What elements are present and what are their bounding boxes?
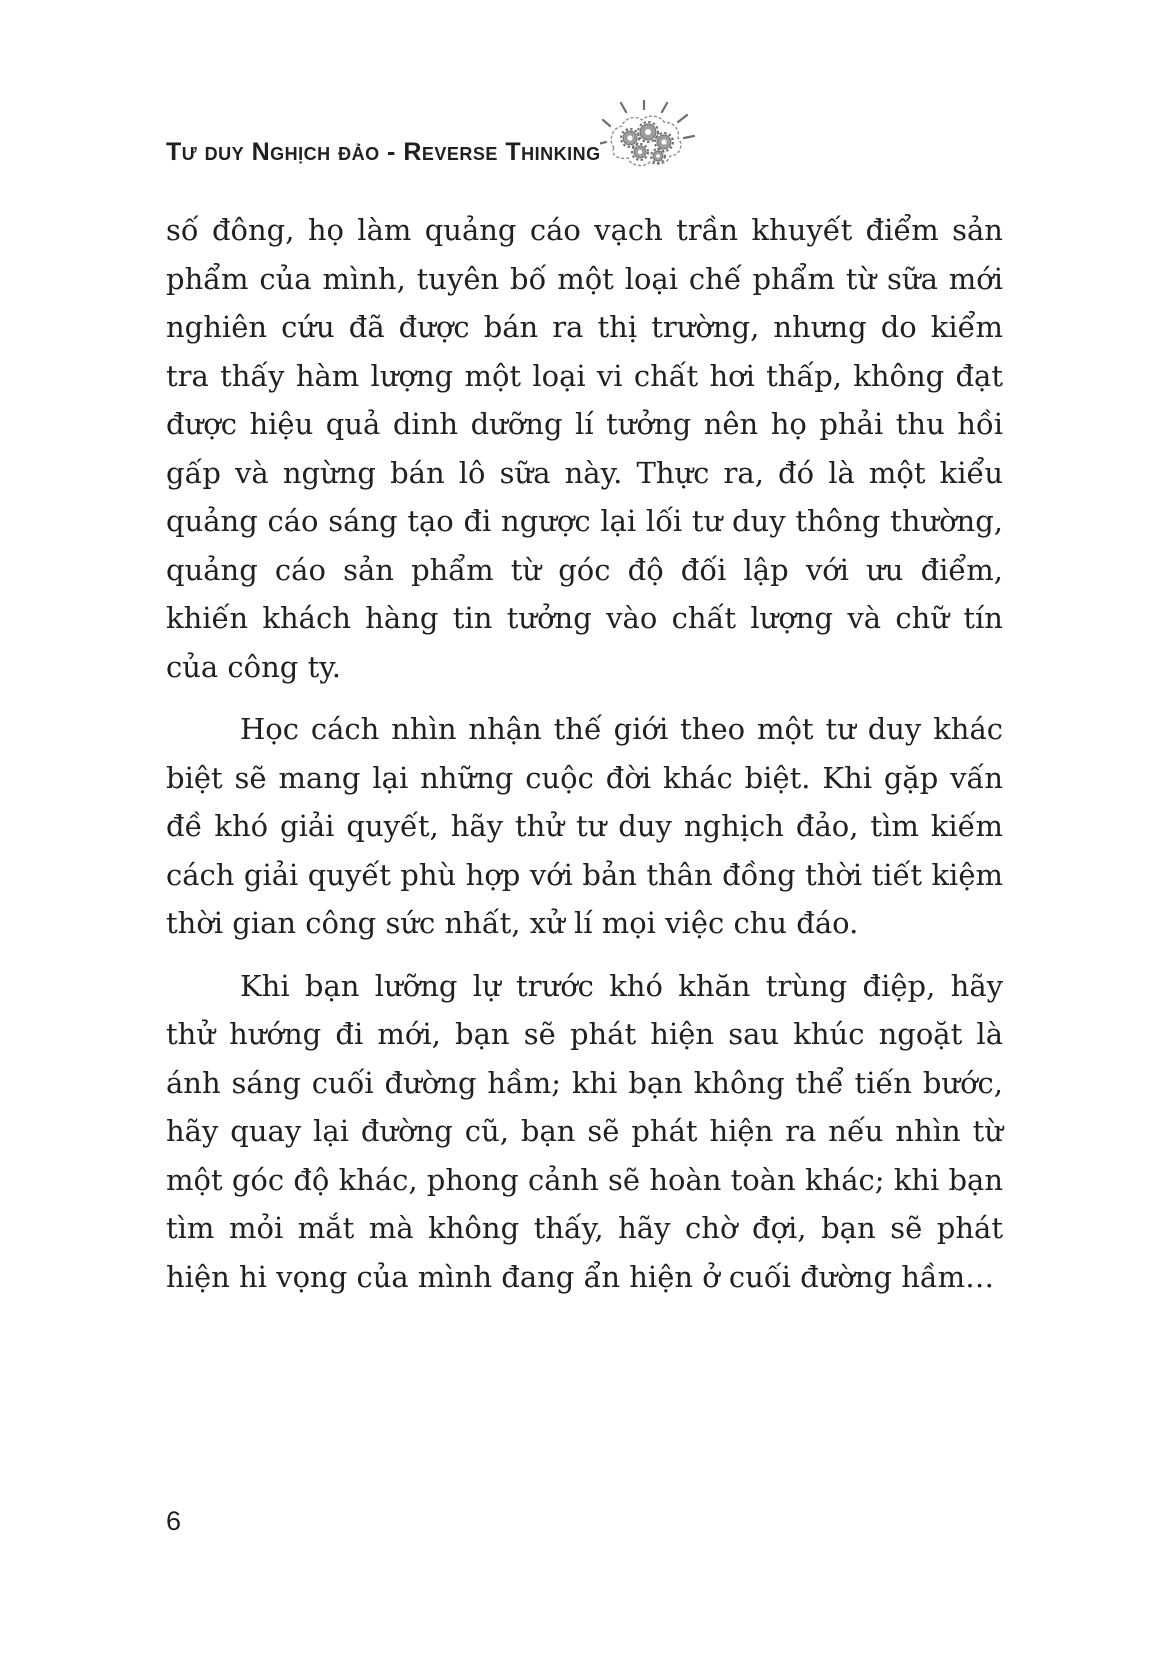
brain-gears-icon: [600, 100, 700, 180]
page-number: 6: [166, 1506, 182, 1536]
paragraph: Khi bạn lưỡng lự trước khó khăn trùng điệp, hãy thử hướng đi mới, bạn sẽ phát hiện sau khúc ngoặt là ánh sáng cuối đường hầm; khi bạn không thể tiến bước, hãy quay lại đường cũ, bạn sẽ phát hiện ra nếu nhìn từ một góc độ khác, phong cảnh sẽ hoàn toàn khác; khi bạn tìm mỏi mắt mà không thấy, hãy chờ đợi, bạn sẽ phát hiện hi vọng của mình đang ẩn hiện ở cuối đường hầm…: [166, 968, 1003, 1294]
paragraph: Học cách nhìn nhận thế giới theo một tư duy khác biệt sẽ mang lại những cuộc đời khác biệt. Khi gặp vấn đề khó giải quyết, hãy thử tư duy nghịch đảo, tìm kiếm cách giải quyết phù hợp với bản thân đồng thời tiết kiệm thời gian công sức nhất, xử lí mọi việc chu đáo.: [166, 712, 1003, 940]
running-header: Tư duy Nghịch đảo - Reverse Thinking: [166, 138, 601, 166]
paragraph: số đông, họ làm quảng cáo vạch trần khuyết điểm sản phẩm của mình, tuyên bố một loại chế phẩm từ sữa mới nghiên cứu đã được bán ra thị trường, nhưng do kiểm tra thấy hàm lượng một loại vi chất hơi thấp, không đạt được hiệu quả dinh dưỡng lí tưởng nên họ phải thu hồi gấp và ngừng bán lô sữa này. Thực ra, đó là một kiểu quảng cáo sáng tạo đi ngược lại lối tư duy thông thường, quảng cáo sản phẩm từ góc độ đối lập với ưu điểm, khiến khách hàng tin tưởng vào chất lượng và chữ tín của công ty.: [166, 213, 1003, 684]
body-text: [166, 206, 1003, 1315]
